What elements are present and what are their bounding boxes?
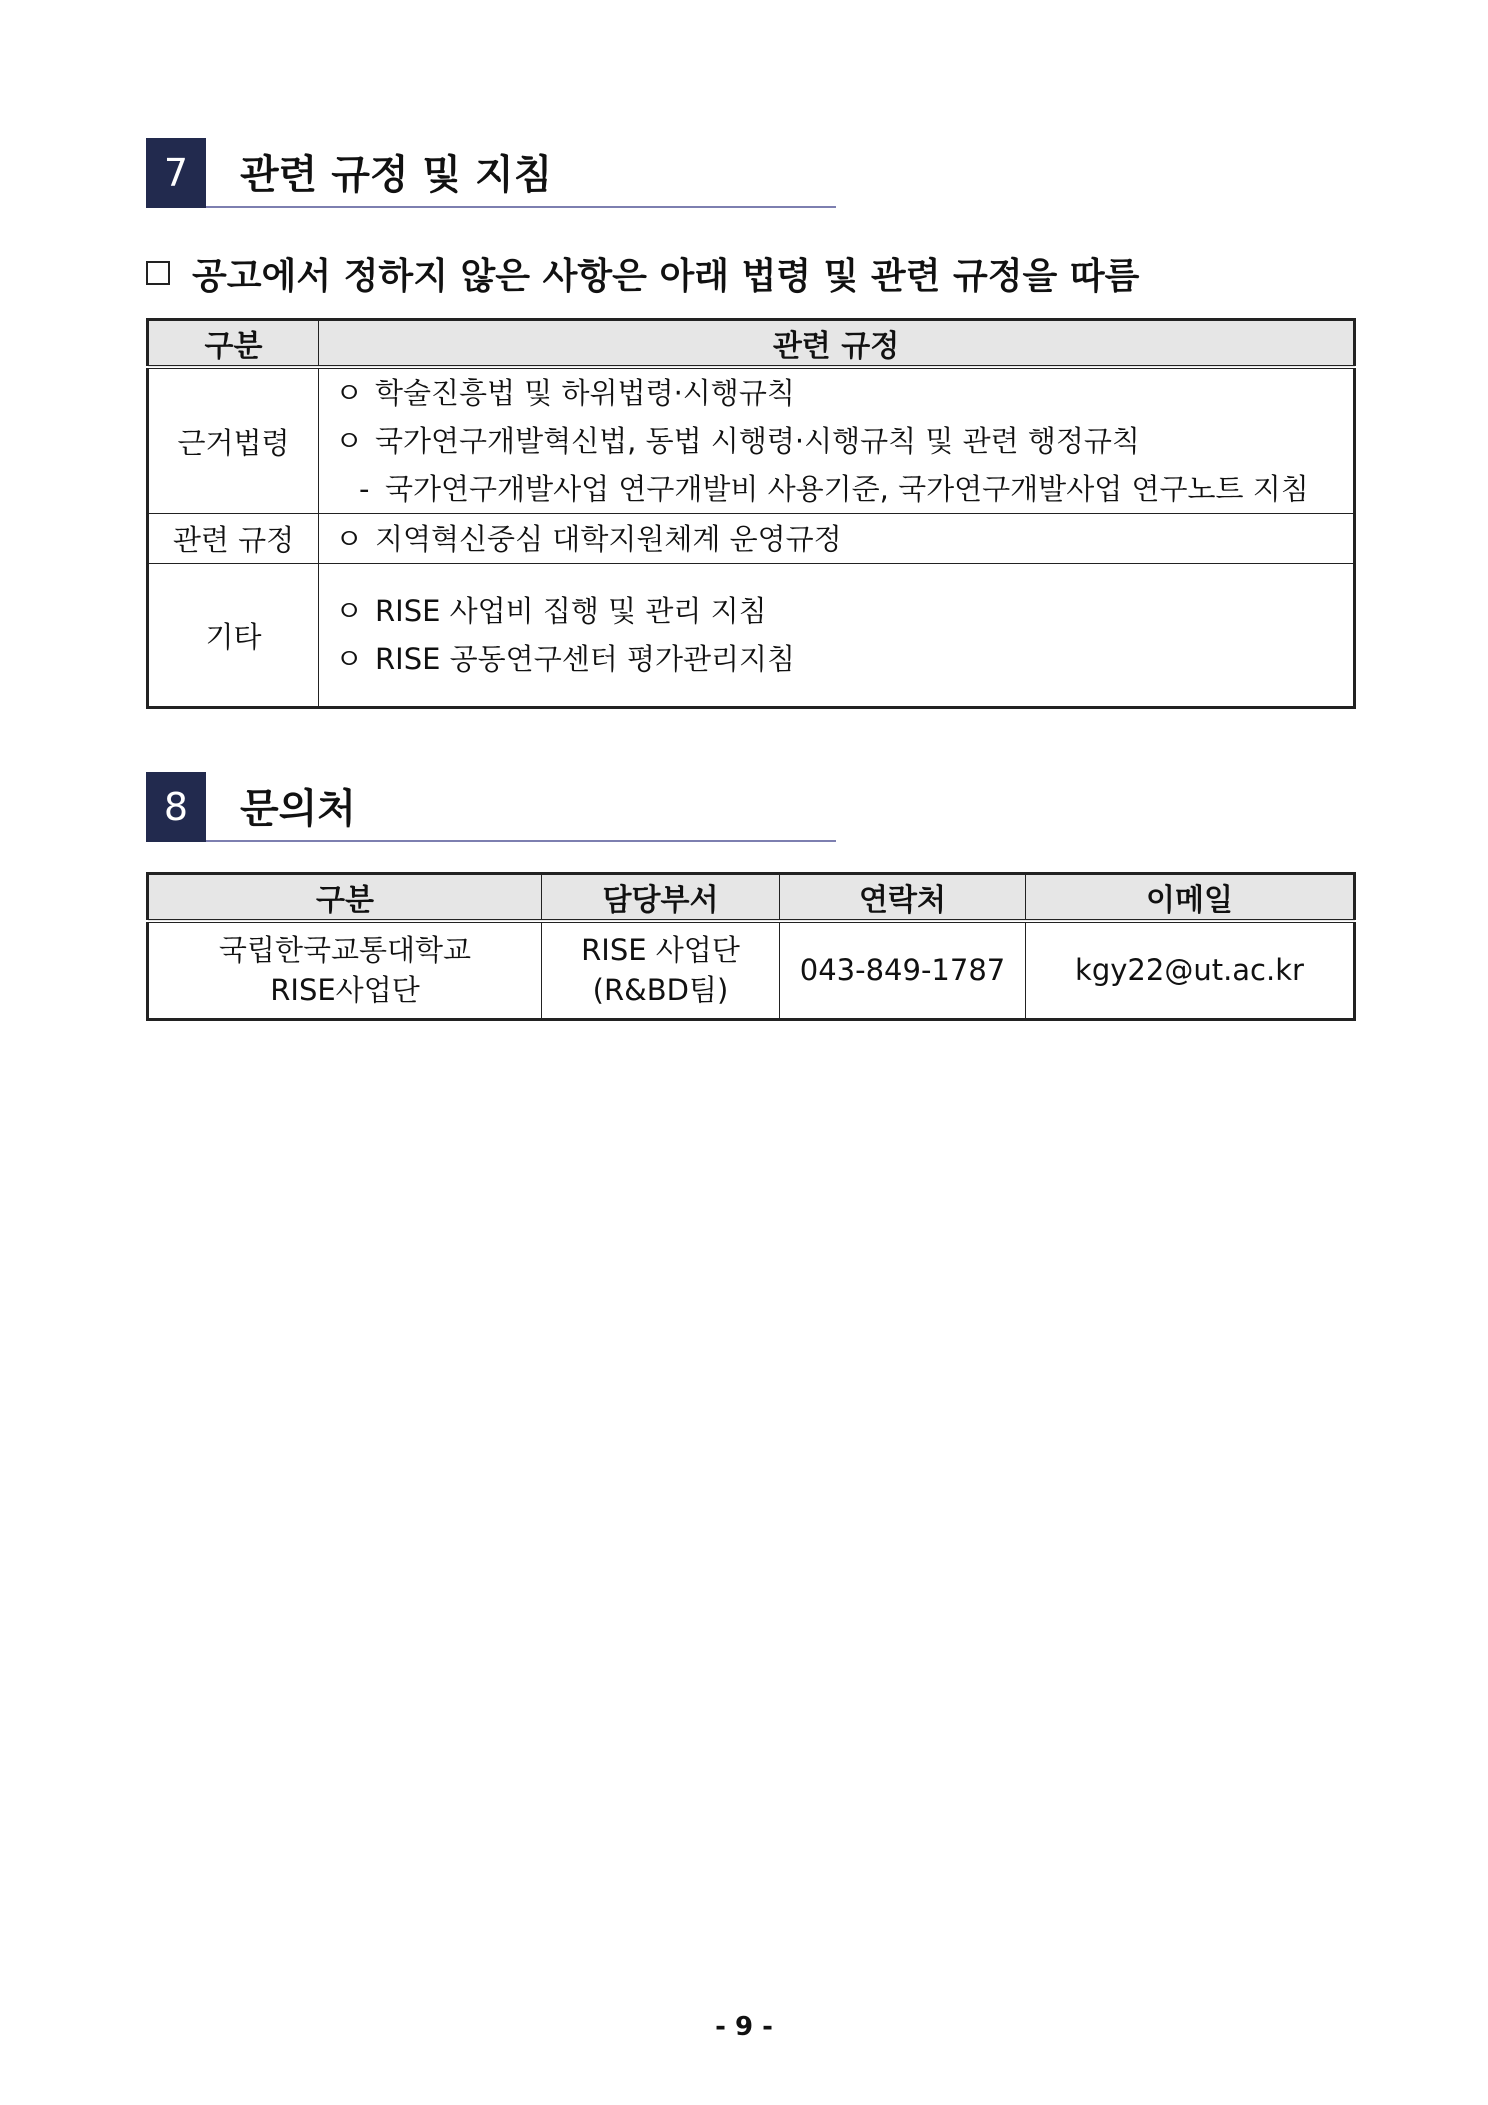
table-row — [148, 564, 1355, 708]
header-email: 이메일 — [1026, 874, 1355, 922]
section-title: 문의처 — [240, 785, 356, 832]
contact-organization: 국립한국교통대학교 RISE사업단 — [148, 921, 542, 1019]
section-number: 8 — [146, 772, 206, 842]
list-item: ㅇ 학술진흥법 및 하위법령·시행규칙 — [335, 376, 795, 410]
list-item: ㅇ RISE 사업비 집행 및 관리 지침 — [335, 594, 767, 628]
subtitle-text: 공고에서 정하지 않은 사항은 아래 법령 및 관련 규정을 따름 — [192, 255, 1140, 297]
section-7-subtitle — [146, 248, 1139, 298]
section-title: 관련 규정 및 지침 — [240, 151, 553, 198]
checkbox-icon — [146, 261, 170, 285]
table-row — [148, 367, 1355, 514]
section-7-header — [146, 138, 836, 208]
list-item: ㅇ 국가연구개발혁신법, 동법 시행령·시행규칙 및 관련 행정규칙 — [335, 424, 1140, 458]
row-category: 근거법령 — [148, 367, 319, 514]
row-content — [319, 367, 1355, 514]
header-phone: 연락처 — [780, 874, 1026, 922]
contact-table — [146, 872, 1356, 1021]
contact-phone: 043-849-1787 — [780, 921, 1026, 1019]
header-category: 구분 — [148, 874, 542, 922]
page-number: - 9 - — [715, 2012, 773, 2042]
list-item: ㅇ 지역혁신중심 대학지원체계 운영규정 — [335, 521, 842, 556]
regulations-table — [146, 318, 1356, 709]
row-content — [319, 514, 1355, 564]
table-row — [148, 514, 1355, 564]
section-divider — [206, 840, 836, 842]
list-item: ㅇ RISE 공동연구센터 평가관리지침 — [335, 642, 796, 676]
header-category: 구분 — [148, 320, 319, 368]
row-category: 관련 규정 — [148, 514, 319, 564]
section-8-header — [146, 772, 836, 842]
section-number: 7 — [146, 138, 206, 208]
contact-department: RISE 사업단 (R&BD팀) — [542, 921, 780, 1019]
row-content — [319, 564, 1355, 708]
header-department: 담당부서 — [542, 874, 780, 922]
list-subitem: - 국가연구개발사업 연구개발비 사용기준, 국가연구개발사업 연구노트 지침 — [359, 472, 1309, 506]
contact-email[interactable]: kgy22@ut.ac.kr — [1026, 921, 1355, 1019]
table-header-row — [148, 320, 1355, 368]
table-row — [148, 921, 1355, 1019]
row-category: 기타 — [148, 564, 319, 708]
section-divider — [206, 206, 836, 208]
header-regulation: 관련 규정 — [319, 320, 1355, 368]
table-header-row — [148, 874, 1355, 922]
